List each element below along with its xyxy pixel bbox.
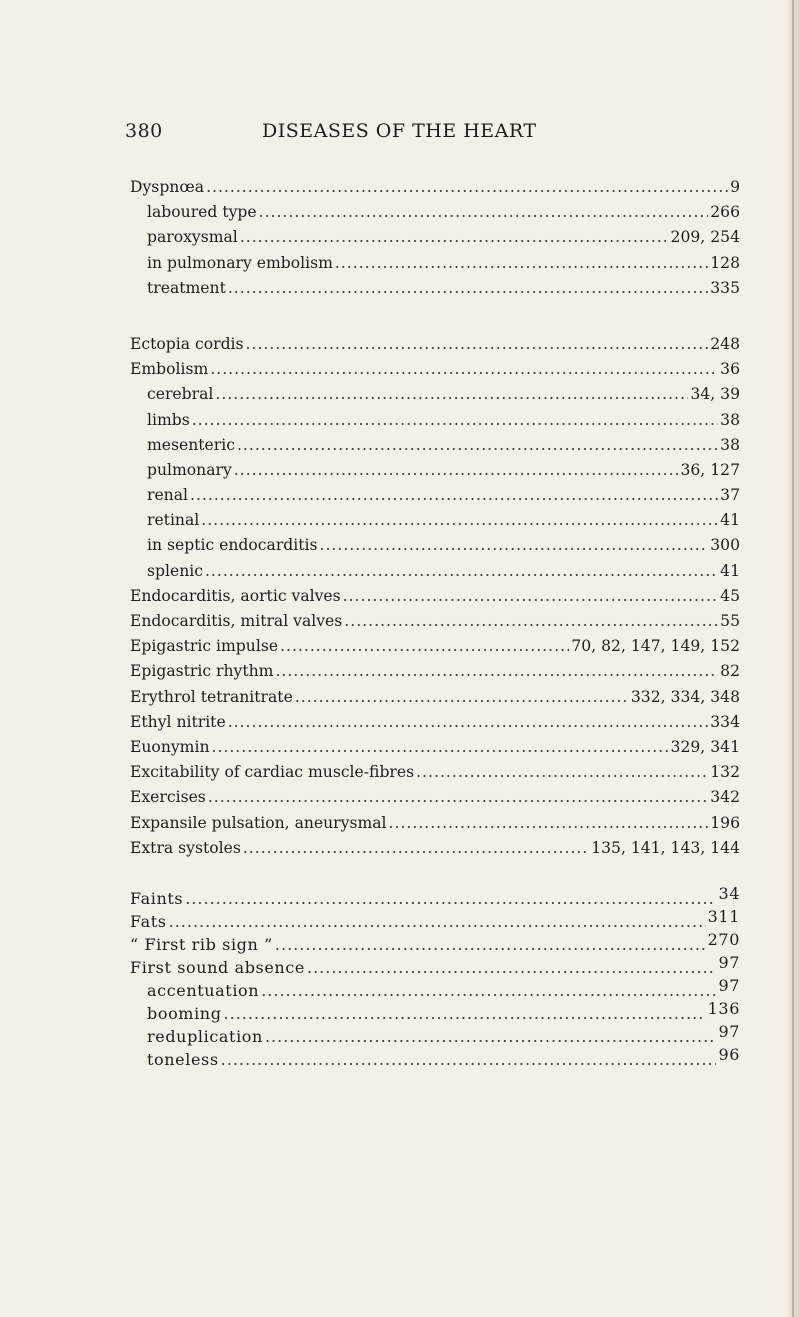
entry-term: Expansile pulsation, aneurysmal: [130, 813, 387, 832]
entry-pages: 82: [720, 662, 740, 681]
index-entry: [130, 929, 740, 956]
entry-term: in septic endocarditis: [147, 536, 318, 555]
dot-leader: [265, 1025, 717, 1048]
dot-leader: [416, 760, 708, 785]
entry-pages: 132: [710, 763, 740, 782]
entry-term: toneless: [147, 1049, 219, 1069]
dot-leader: [261, 979, 716, 1002]
index-entry: [130, 584, 740, 609]
entry-term: Euonymin: [130, 737, 210, 756]
entry-pages: 45: [720, 586, 740, 605]
index-subentry: [130, 276, 740, 301]
dot-leader: [275, 659, 718, 684]
dot-leader: [211, 735, 668, 760]
index-subentry: [130, 559, 740, 584]
entry-pages: 128: [710, 253, 740, 272]
dot-leader: [295, 685, 629, 710]
index-subentry: [130, 433, 740, 458]
entry-term: renal: [147, 486, 189, 505]
entry-term: Dyspnœa: [130, 178, 205, 196]
entry-pages: 329, 341: [670, 737, 740, 756]
entry-pages: 97: [718, 952, 740, 972]
index-entry: [130, 735, 740, 760]
section-gap: [130, 861, 740, 887]
entry-term: Erythrol tetranitrate: [130, 687, 293, 706]
index-entry: [130, 906, 740, 933]
entry-pages: 38: [720, 435, 740, 454]
entry-term: paroxysmal: [147, 228, 238, 247]
dot-leader: [320, 533, 709, 558]
index-list: [130, 175, 740, 1071]
entry-pages: 97: [718, 1021, 740, 1041]
entry-term: retinal: [147, 511, 200, 530]
entry-term: Fats: [130, 911, 167, 931]
entry-pages: 9: [730, 178, 740, 196]
index-subentry: [130, 382, 740, 407]
entry-term: Ectopia cordis: [130, 334, 244, 353]
page-number: 380: [125, 120, 163, 142]
entry-term: Epigastric rhythm: [130, 662, 274, 681]
index-subentry: [130, 1044, 740, 1071]
entry-pages: 41: [720, 511, 740, 530]
entry-term: in pulmonary embolism: [147, 253, 333, 272]
entry-term: limbs: [147, 410, 190, 429]
index-subentry: [130, 533, 740, 558]
dot-leader: [210, 357, 718, 382]
dot-leader: [234, 458, 679, 483]
dot-leader: [343, 584, 719, 609]
dot-leader: [280, 634, 569, 659]
page-header: [125, 120, 725, 150]
dot-leader: [169, 910, 706, 933]
index-entry: [130, 332, 740, 357]
entry-pages: 97: [718, 975, 740, 995]
dot-leader: [206, 175, 728, 200]
entry-pages: 70, 82, 147, 149, 152: [571, 637, 740, 656]
entry-pages: 37: [720, 486, 740, 505]
dot-leader: [221, 1048, 717, 1071]
index-entry: [130, 659, 740, 684]
entry-term: treatment: [147, 278, 226, 297]
dot-leader: [237, 433, 718, 458]
dot-leader: [307, 956, 716, 979]
entry-term: pulmonary: [147, 460, 232, 479]
page-edge: [786, 0, 800, 1317]
index-entry: [130, 634, 740, 659]
index-entry: [130, 357, 740, 382]
dot-leader: [246, 332, 709, 357]
entry-pages: 34, 39: [690, 385, 740, 404]
index-entry: [130, 883, 740, 910]
entry-pages: 311: [707, 906, 740, 926]
entry-term: “ First rib sign ”: [130, 934, 273, 954]
dot-leader: [259, 200, 709, 225]
dot-leader: [192, 408, 718, 433]
index-subentry: [130, 200, 740, 225]
index-subentry: [130, 508, 740, 533]
entry-pages: 332, 334, 348: [630, 687, 740, 706]
dot-leader: [240, 225, 669, 250]
dot-leader: [275, 933, 706, 956]
index-entry: [130, 609, 740, 634]
entry-term: Exercises: [130, 788, 206, 807]
dot-leader: [344, 609, 718, 634]
dot-leader: [185, 887, 716, 910]
entry-pages: 135, 141, 143, 144: [591, 838, 740, 857]
entry-pages: 36, 127: [680, 460, 740, 479]
entry-pages: 36: [720, 360, 740, 379]
entry-term: Excitability of cardiac muscle-fibres: [130, 763, 415, 782]
index-entry: [130, 785, 740, 810]
index-section: [130, 883, 740, 1071]
entry-term: booming: [147, 1003, 222, 1023]
entry-term: Embolism: [130, 360, 209, 379]
index-subentry: [130, 975, 740, 1002]
entry-term: Epigastric impulse: [130, 637, 279, 656]
entry-term: accentuation: [147, 980, 260, 1000]
entry-pages: 41: [720, 561, 740, 580]
entry-pages: 38: [720, 410, 740, 429]
entry-pages: 34: [718, 883, 740, 903]
dot-leader: [208, 785, 708, 810]
index-section: [130, 175, 740, 301]
index-entry: [130, 952, 740, 979]
entry-term: Faints: [130, 888, 184, 908]
entry-pages: 196: [710, 813, 740, 832]
dot-leader: [205, 559, 718, 584]
index-entry: [130, 811, 740, 836]
dot-leader: [243, 836, 589, 861]
index-subentry: [130, 225, 740, 250]
dot-leader: [335, 251, 708, 276]
index-entry: [130, 760, 740, 785]
entry-pages: 248: [710, 334, 740, 353]
entry-term: splenic: [147, 561, 203, 580]
entry-term: Endocarditis, aortic valves: [130, 586, 341, 605]
index-entry: [130, 175, 740, 200]
entry-pages: 300: [710, 536, 740, 555]
dot-leader: [224, 1002, 706, 1025]
dot-leader: [228, 710, 709, 735]
entry-term: Extra systoles: [130, 838, 241, 857]
index-entry: [130, 710, 740, 735]
entry-pages: 96: [718, 1044, 740, 1064]
dot-leader: [228, 276, 708, 301]
entry-pages: 335: [710, 278, 740, 297]
entry-pages: 342: [710, 788, 740, 807]
index-subentry: [130, 408, 740, 433]
entry-term: cerebral: [147, 385, 214, 404]
entry-pages: 334: [710, 712, 740, 731]
index-subentry: [130, 998, 740, 1025]
index-subentry: [130, 1021, 740, 1048]
dot-leader: [190, 483, 718, 508]
entry-pages: 266: [710, 203, 740, 222]
entry-pages: 136: [707, 998, 740, 1018]
running-title: DISEASES OF THE HEART: [262, 120, 537, 142]
index-subentry: [130, 483, 740, 508]
entry-term: Ethyl nitrite: [130, 712, 226, 731]
entry-term: reduplication: [147, 1026, 263, 1046]
entry-term: laboured type: [147, 203, 257, 222]
dot-leader: [215, 382, 688, 407]
index-subentry: [130, 458, 740, 483]
entry-pages: 55: [720, 612, 740, 630]
entry-term: Endocarditis, mitral valves: [130, 612, 343, 630]
entry-term: First sound absence: [130, 957, 305, 977]
entry-pages: 270: [707, 929, 740, 949]
index-entry: [130, 685, 740, 710]
section-gap: [130, 301, 740, 332]
index-subentry: [130, 251, 740, 276]
dot-leader: [201, 508, 718, 533]
entry-term: mesenteric: [147, 435, 235, 454]
index-entry: [130, 836, 740, 861]
entry-pages: 209, 254: [670, 228, 740, 247]
dot-leader: [389, 811, 709, 836]
index-section: [130, 332, 740, 861]
